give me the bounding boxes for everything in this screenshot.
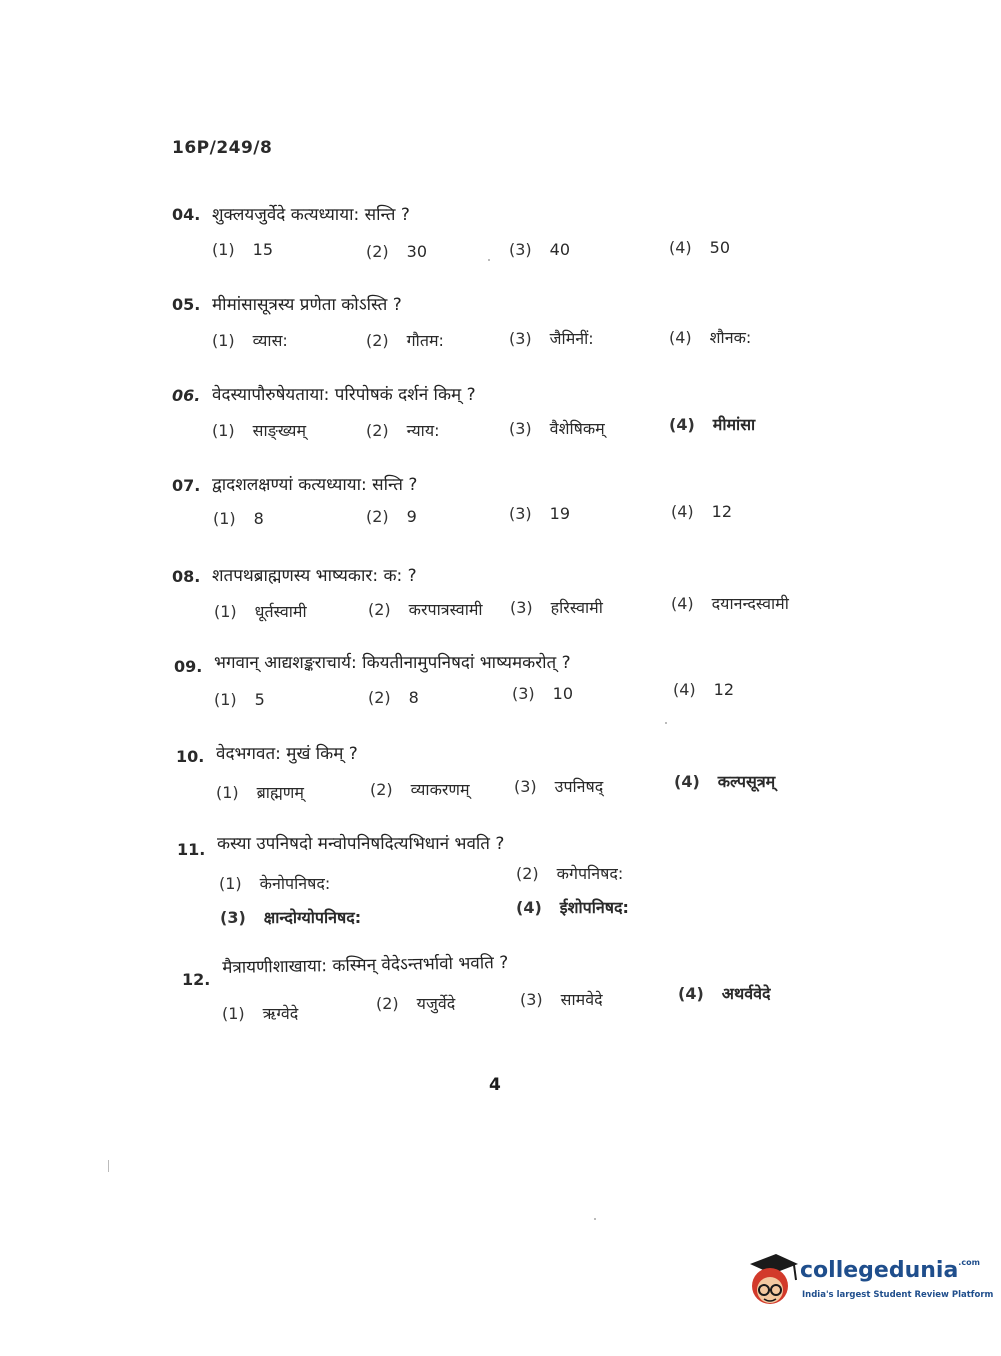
question-text: कस्या उपनिषदो मन्वोपनिषदित्यभिधानं भवति ? (217, 834, 505, 854)
option-text: व्याकरणम् (410, 780, 470, 799)
option-number: (2) (366, 421, 389, 440)
option-number: (3) (509, 504, 532, 523)
option-number: (4) (678, 984, 704, 1003)
option-text: 19 (549, 504, 571, 523)
option-3 (509, 327, 594, 349)
option-text: करपात्रस्वामी (408, 600, 483, 619)
option-4 (673, 680, 734, 699)
option-text: धूर्तस्वामी (254, 602, 307, 621)
option-2 (516, 862, 623, 884)
option-number: (2) (366, 242, 389, 261)
option-4 (678, 982, 771, 1004)
question-text: वेदस्यापौरुषेयताया: परिपोषकं दर्शनं किम् ? (212, 385, 476, 405)
option-text: 8 (408, 688, 419, 707)
option-number: (2) (368, 688, 391, 707)
option-text: 12 (711, 502, 733, 521)
option-4 (669, 326, 751, 348)
option-number: (1) (216, 783, 239, 802)
option-number: (1) (214, 690, 237, 709)
question-number: 07. (172, 476, 201, 495)
question-number: 10. (176, 747, 205, 766)
option-number: (2) (366, 331, 389, 350)
question-text: भगवान् आद्यशङ्कराचार्य: कियतीनामुपनिषदां भाष्यमकरोत् ? (214, 653, 571, 673)
option-number: (1) (212, 331, 235, 350)
option-4 (671, 502, 732, 521)
option-2 (368, 688, 419, 707)
option-number: (3) (512, 684, 535, 703)
option-2 (366, 329, 444, 351)
option-4 (669, 413, 755, 435)
option-number: (4) (669, 328, 692, 347)
option-number: (1) (213, 509, 236, 528)
option-number: (1) (219, 874, 242, 893)
option-4 (669, 238, 730, 257)
option-number: (2) (516, 864, 539, 883)
question-number: 08. (172, 567, 201, 586)
option-text: 10 (552, 684, 574, 703)
option-text: कगेपनिषद: (556, 864, 624, 883)
option-number: (1) (222, 1004, 245, 1023)
option-number: (3) (509, 419, 532, 438)
option-text: केनोपनिषद: (259, 874, 331, 893)
option-number: (3) (520, 990, 543, 1009)
question-number: 09. (174, 657, 203, 676)
mascot-icon (742, 1250, 802, 1312)
question-text: मीमांसासूत्रस्य प्रणेता कोऽस्ति ? (212, 295, 402, 315)
brand-text: collegedunia (800, 1258, 959, 1283)
collegedunia-logo (742, 1250, 994, 1312)
option-text: गौतम: (406, 331, 444, 350)
option-1 (222, 1002, 298, 1024)
option-number: (4) (671, 502, 694, 521)
option-text: साङ्ख्यम् (252, 421, 307, 440)
option-text: वैशेषिकम् (549, 419, 605, 438)
option-text: जैमिनीं: (549, 329, 594, 348)
option-text: मीमांसा (712, 415, 756, 434)
option-text: 40 (549, 240, 571, 259)
brand-suffix: .com (958, 1258, 980, 1267)
question-text: वेदभगवत: मुखं किम् ? (216, 744, 358, 764)
option-text: कल्पसूत्रम् (717, 772, 776, 791)
option-3 (510, 596, 603, 618)
option-number: (2) (366, 507, 389, 526)
question-text: द्वादशलक्षण्यां कत्यध्याया: सन्ति ? (212, 475, 418, 495)
option-3 (220, 906, 361, 928)
option-text: उपनिषद् (554, 777, 604, 796)
brand-name (800, 1258, 980, 1283)
option-2 (376, 992, 455, 1014)
option-4 (516, 896, 629, 918)
question-number: 06. (172, 386, 201, 405)
question-number: 12. (182, 970, 211, 989)
option-number: (4) (673, 680, 696, 699)
option-number: (2) (376, 994, 399, 1013)
option-2 (366, 242, 427, 261)
question-number: 04. (172, 205, 201, 224)
option-text: ब्राह्मणम् (256, 783, 304, 802)
option-4 (674, 770, 775, 792)
option-1 (212, 419, 306, 441)
question-text: शुक्लयजुर्वेदे कत्यध्याया: सन्ति ? (212, 205, 410, 225)
option-text: 30 (406, 242, 428, 261)
option-1 (212, 240, 273, 259)
option-2 (366, 507, 417, 526)
option-number: (3) (509, 240, 532, 259)
question-text: शतपथब्राह्मणस्य भाष्यकार: क: ? (212, 566, 417, 586)
option-text: हरिस्वामी (550, 598, 603, 617)
option-number: (3) (510, 598, 533, 617)
scan-speck (108, 1160, 109, 1172)
option-number: (4) (516, 898, 542, 917)
option-number: (4) (669, 238, 692, 257)
question-text: मैत्रायणीशाखाया: कस्मिन् वेदेऽन्तर्भावो भवति ? (222, 953, 509, 978)
question-number: 05. (172, 295, 201, 314)
option-text: 9 (406, 507, 417, 526)
option-1 (214, 600, 307, 622)
option-4 (671, 592, 789, 614)
option-number: (4) (671, 594, 694, 613)
option-text: 12 (713, 680, 735, 699)
option-text: 8 (253, 509, 264, 528)
option-text: ईशोपनिषद: (559, 898, 629, 917)
option-3 (509, 504, 570, 523)
option-2 (368, 598, 483, 620)
option-2 (366, 419, 440, 441)
option-text: 15 (252, 240, 274, 259)
option-1 (216, 781, 304, 803)
option-text: क्षान्दोग्योपनिषद: (263, 908, 362, 927)
option-3 (509, 240, 570, 259)
option-number: (1) (212, 421, 235, 440)
option-1 (214, 690, 265, 709)
option-text: 50 (709, 238, 731, 257)
option-3 (520, 988, 603, 1010)
option-3 (509, 417, 605, 439)
option-number: (4) (674, 772, 700, 791)
option-2 (370, 778, 470, 800)
option-text: शौनक: (709, 328, 752, 347)
question-number: 11. (177, 840, 206, 859)
option-text: 5 (254, 690, 265, 709)
option-text: ऋग्वेदे (262, 1004, 299, 1023)
option-3 (512, 684, 573, 703)
option-number: (3) (220, 908, 246, 927)
scan-speck (594, 1218, 596, 1220)
page-number: 4 (489, 1075, 501, 1095)
option-number: (2) (368, 600, 391, 619)
scan-speck (665, 722, 667, 724)
option-text: अथर्ववेदे (721, 984, 771, 1003)
option-number: (4) (669, 415, 695, 434)
option-text: व्यास: (252, 331, 288, 350)
option-1 (219, 872, 330, 894)
brand-tagline: India's largest Student Review Platform (802, 1290, 994, 1300)
option-number: (3) (509, 329, 532, 348)
option-text: न्याय: (406, 421, 440, 440)
option-number: (2) (370, 780, 393, 799)
scan-speck (488, 259, 490, 261)
option-text: दयानन्दस्वामी (711, 594, 789, 613)
option-number: (1) (212, 240, 235, 259)
option-number: (1) (214, 602, 237, 621)
option-1 (213, 509, 264, 528)
option-3 (514, 775, 603, 797)
option-1 (212, 329, 288, 351)
option-number: (3) (514, 777, 537, 796)
option-text: सामवेदे (560, 990, 603, 1009)
option-text: यजुर्वेदे (416, 994, 456, 1013)
paper-code: 16P/249/8 (172, 138, 273, 158)
